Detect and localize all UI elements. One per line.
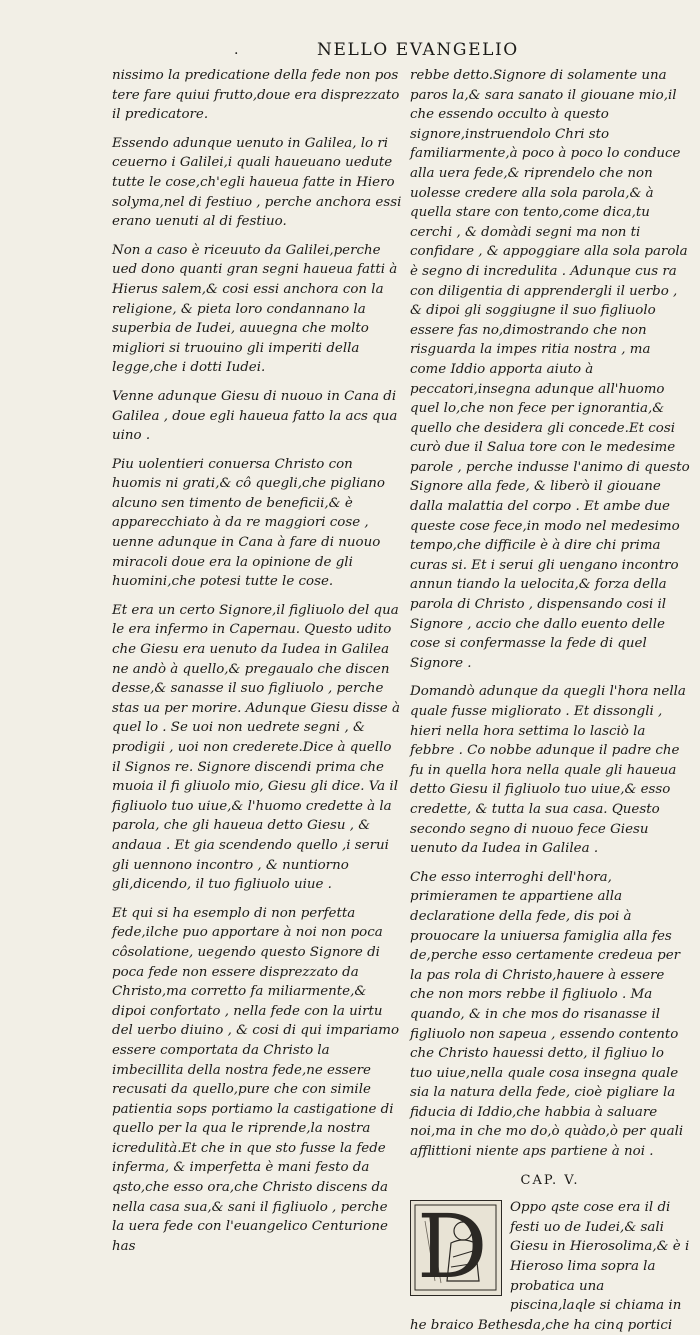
paragraph: Piu uolentieri conuersa Christo con huomis ni grati,& cô quegli,che pigliano alcuno sen timento de beneficii,& è apparecchiato à da re maggiori cose , uenne adunque in Cana à fare di nuouo miracoli doue era la opinione de gli huomini,che potesi tutte le cose. [112,456,385,590]
initial-letter: D [417,1198,488,1299]
paragraph: Non a caso è riceuuto da Galilei,perche ued dono quanti gran segni haueua fatti à Hierus salem,& cosi essi anchora con la religione, & pieta loro condannano la superbia de Iudei, auuegna che molto migliori si truouino gli imperiti della legge,che i dotti Iudei. [112,242,398,376]
paragraph: Essendo adunque uenuto in Galilea, lo ri ceuerno i Galilei,i quali haueuano uedute tutte le cose,ch'egli haueua fatte in Hiero solyma,nel di festiuo , perche anchora essi erano uenuti al di festiuo. [112,135,402,230]
chapter-text: Oppo qste cose era il di festi uo de Iudei,& sali Giesu in Hierosolima,& è i Hieroso lima sopra la probatica una piscina,laqle si chiama in he braico Bethesda,che ha cinq portici [410,1200,690,1333]
paragraph: rebbe detto.Signore di solamente una paros la,& sara sanato il giouane mio,il che essendo occulto à questo signore,instruendolo Chri sto familiarmente,à poco à poco lo conduce alla uera fede,& riprendelo che non uolesse credere alla sola parola,& à quella stare con tento,come dica,tu cerchi , & domàdi segni ma non ti confidare , & appoggiare alla sola parola è segno di incredulita . Adunque cus ra con diligentia di apprendergli il uerbo , & dipoi gli soggiugne il suo figliuolo essere fas no,dimostrando che non risguarda la impes ritia nostra , ma come Iddio apporta aiuto à peccatori,insegna adunque all'huomo quel lo,che non fece per ignorantia,& quello che desidera gli concede.Et cosi curò due il Salua tore con le medesime parole , perche indusse l'animo di questo Signore alla fede, & liberò il giouane dalla malattia del corpo . Et ambe due queste cose fece,in modo nel medesimo tempo,che difficile è à dire chi prima curas si. Et i serui gli uengano incontro annun tiando la uelocita,& forza della parola di Christo , dispensando cosi il Signore , accio che dallo euento delle cose si confermasse la fede di quel Signore . [410,68,690,671]
paragraph: Et era un certo Signore,il figliuolo del qua le era infermo in Capernau. Questo udito che Giesu era uenuto da Iudea in Galilea ne andò à quello,& pregaualo che discen desse,& sanasse il suo figliuolo , perche stas ua per morire. Adunque Giesu disse à quel lo . Se uoi non uedrete segni , & prodigii , uoi non crederete.Dice à quello il Signos re. Signore discendi prima che muoia il fi gliuolo mio, Giesu gli dice. Va il figliuolo tuo uiue,& l'huomo credette à la parola, che gli haueua detto Giesu , & andaua . Et gia scendendo quello ,i serui gli uennono incontro , & nuntiorno gli,dicendo, il tuo figliuolo uiue . [112,602,400,893]
decorated-initial [410,1198,502,1299]
paragraph: Et qui si ha esemplo di non perfetta fede,ilche puo apportare à noi non poca côsolatione, uegendo questo Signore di poca fede non essere disprezzato da Christo,ma corretto fa miliarmente,& dipoi confortato , nella fede con la uirtu del uerbo diuino , & cosi di qui impariamo essere comportata da Christo la imbecillita della nostra fede,ne essere recusati da quello,pure che con simile patientia sops portiamo la castigatione di quello per la qua le riprende,la nostra icredulità.Et che in que sto fusse la fede inferma, & imperfetta è mani festo da qsto,che esso ora,che Christo discens da nella casa sua,& sani il figliuolo , perche la uera fede con l'euangelico Centurione has [112,905,400,1254]
page-title: NELLO EVANGELIO [317,40,519,60]
paragraph: Che esso interroghi dell'hora, primieramen te appartiene alla declaratione della fede, dis poi à prouocare la uniuersa famiglia alla fes de,perche esso certamente credeua per la pas rola di Christo,hauere à essere che non mors rebbe il figliuolo . Ma quando, & in che mos do risanasse il figliuolo non sapeua , essendo contento che Christo hauessi detto, il figliuo lo tuo uiue,nella quale cosa insegna quale sia la natura della fede, cioè pigliare la fiducia di Iddio,che habbia à saluare noi,ma in che mo do,ò quàdo,ò per quali afflittioni niente aps partiene à noi . [410,869,684,1160]
paragraph: Domandò adunque da quegli l'hora nella quale fusse migliorato . Et dissongli , hieri nella hora settima lo lasciò la febbre . Co nobbe adunque il padre che fu in quella hora nella quale gli haueua detto Giesu il figliuolo tuo uiue,& esso credette, & tutta la sua casa. Questo secondo segno di nuouo fece Giesu uenuto da Iudea in Galilea . [410,684,686,857]
right-column [410,66,690,1335]
left-column [112,66,404,1265]
running-header [0,38,700,64]
chapter-heading: CAP. V. [520,1172,580,1188]
paragraph: nissimo la predicatione della fede non pos tere fare quiui frutto,doue era disprezzato il predicatore. [112,68,400,123]
paragraph: Venne adunque Giesu di nuouo in Cana di Galilea , doue egli haueua fatto la acs qua uino . [112,388,398,444]
chapter-opening [410,1198,690,1335]
header-dot: . [234,42,239,58]
